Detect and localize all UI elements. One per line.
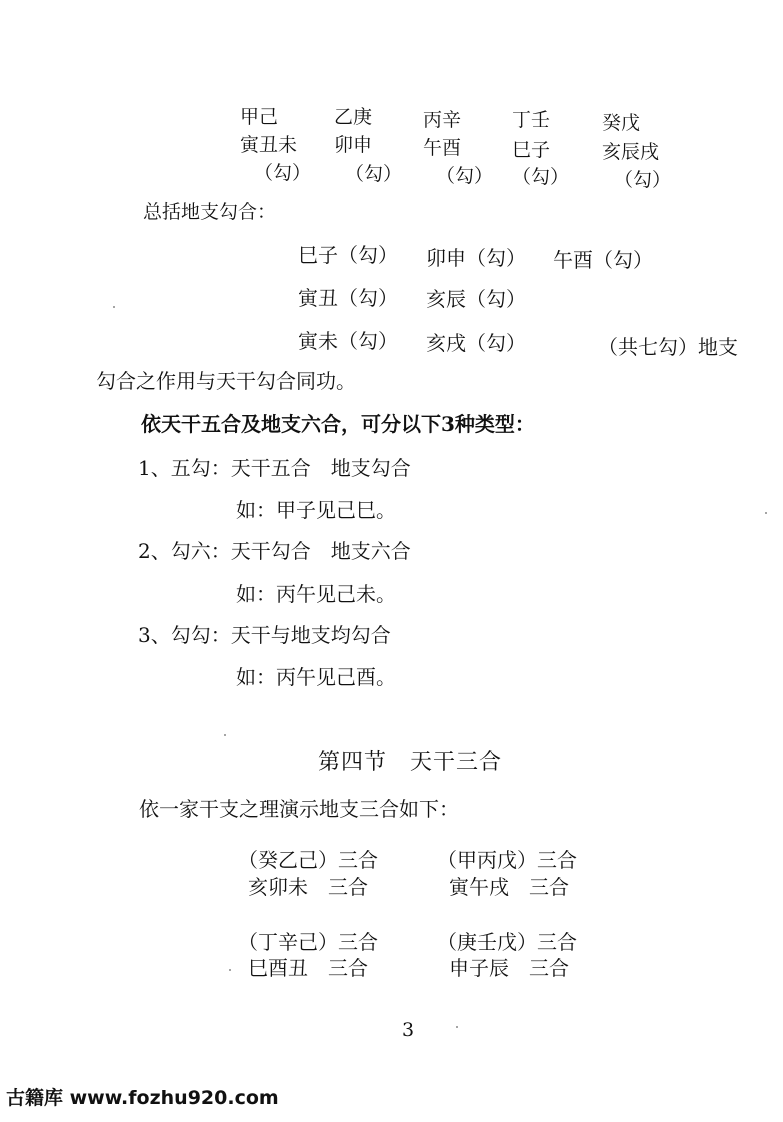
type-3-label: 3、勾勾：天干与地支均勾合 (138, 623, 391, 647)
table-col1-branches: 寅丑未 (240, 134, 298, 156)
table-col2-mark: （勾） (345, 163, 403, 185)
summary-r1-a: 巳子（勾） (298, 243, 398, 267)
sanhe-g3-branches: 巳酉丑 三合 (248, 956, 368, 980)
type-1-label: 1、五勾：天干五合 地支勾合 (138, 456, 411, 480)
continuation-line: 勾合之作用与天干勾合同功。 (96, 369, 356, 393)
scan-speck (765, 512, 767, 514)
type-3-example: 如：丙午见己酉。 (236, 665, 396, 689)
summary-tail: （共七勾）地支 (598, 335, 738, 359)
summary-r1-b: 卯申（勾） (426, 246, 526, 270)
summary-r2-a: 寅丑（勾） (298, 286, 398, 310)
table-col5-branches: 亥辰戌 (602, 141, 660, 163)
sanhe-g2-stems: （甲丙戊）三合 (437, 848, 577, 872)
section-title: 第四节 天干三合 (318, 750, 503, 775)
type-2-example: 如：丙午见己未。 (236, 582, 396, 606)
scan-speck (113, 306, 115, 308)
section-intro: 依一家干支之理演示地支三合如下： (139, 797, 459, 821)
table-col1-stems: 甲己 (240, 106, 279, 128)
sanhe-g1-branches: 亥卯未 三合 (248, 875, 368, 899)
summary-r2-b: 亥辰（勾） (426, 287, 526, 311)
table-col5-stems: 癸戊 (602, 112, 641, 134)
sanhe-g1-stems: （癸乙己）三合 (238, 848, 378, 872)
types-intro: 依天干五合及地支六合，可分以下3种类型： (141, 412, 535, 436)
summary-r1-c: 午酉（勾） (553, 248, 653, 272)
scan-speck (456, 1026, 458, 1028)
table-col4-branches: 巳子 (512, 139, 551, 161)
watermark: 古籍库 www.fozhu920.com (6, 1087, 279, 1109)
sanhe-g3-stems: （丁辛己）三合 (238, 930, 378, 954)
sanhe-g4-stems: （庚壬戊）三合 (437, 930, 577, 954)
page-number: 3 (402, 1019, 415, 1041)
table-col1-mark: （勾） (254, 162, 312, 184)
type-2-label: 2、勾六：天干勾合 地支六合 (138, 539, 411, 563)
type-1-example: 如：甲子见己巳。 (236, 498, 396, 522)
sanhe-g4-branches: 申子辰 三合 (449, 956, 569, 980)
summary-r3-a: 寅未（勾） (298, 329, 398, 353)
table-col3-mark: （勾） (436, 165, 494, 187)
table-col2-branches: 卯申 (334, 134, 373, 156)
summary-heading: 总括地支勾合： (143, 201, 277, 223)
table-col5-mark: （勾） (614, 169, 672, 191)
scan-speck (224, 734, 226, 736)
sanhe-g2-branches: 寅午戌 三合 (449, 875, 569, 899)
summary-r3-b: 亥戌（勾） (426, 331, 526, 355)
table-col4-mark: （勾） (512, 166, 570, 188)
table-col4-stems: 丁壬 (512, 109, 551, 131)
scan-speck (229, 969, 231, 971)
table-col3-branches: 午酉 (423, 137, 462, 159)
table-col2-stems: 乙庚 (334, 106, 373, 128)
table-col3-stems: 丙辛 (423, 109, 462, 131)
